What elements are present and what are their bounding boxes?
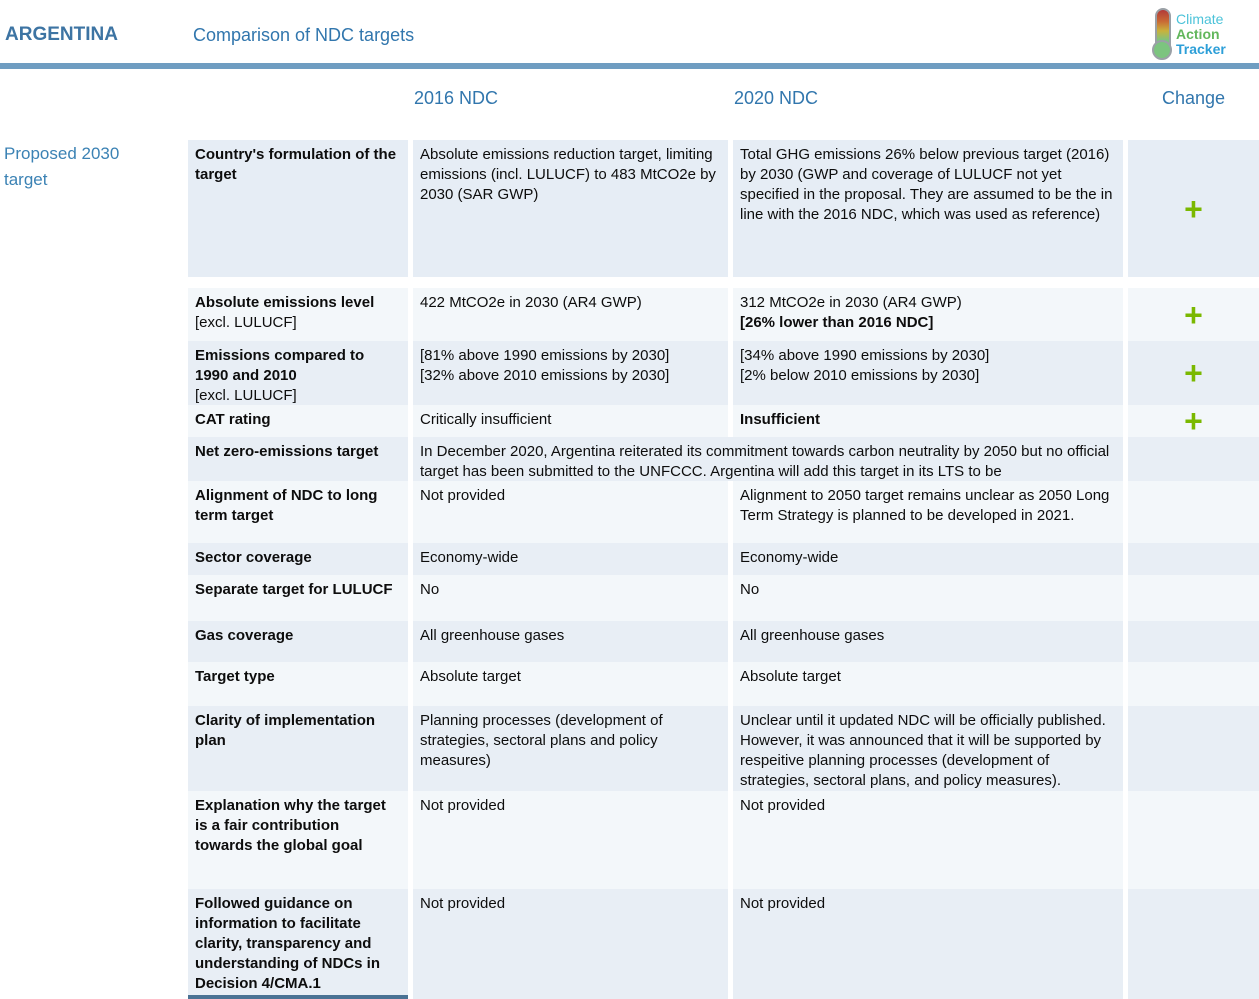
row-label-note: [excl. LULUCF] [195,387,297,404]
table-row-emissions-compared [188,341,1259,405]
cell-2020: Total GHG emissions 26% below previous target (2016) by 2030 (GWP and coverage of LULUCF not yet specified in the proposal. They are assumed to be the in line with the 2016 NDC, which was used as reference) [733,140,1123,277]
cell-2020: Absolute target [733,662,1123,706]
row-label: Clarity of implementation plan [188,706,408,791]
header-divider [0,63,1259,69]
change-cell [1128,140,1259,277]
cell-span-both-ndc: In December 2020, Argentina reiterated its commitment towards carbon neutrality by 2050 but no official target has been submitted to the UNFCCC. Argentina will add this target in its LTS to be [413,437,1123,481]
column-header-2020-ndc: 2020 NDC [734,88,819,108]
change-cell [1128,288,1259,341]
row-label: Explanation why the target is a fair contribution towards the global goal [188,791,408,889]
row-label: Alignment of NDC to long term target [188,481,408,543]
cell-2016: Economy-wide [413,543,728,575]
table-row-target-type [188,662,1259,706]
row-label: Separate target for LULUCF [188,575,408,621]
cell-2020: Unclear until it updated NDC will be officially published. However, it was announced that it will be supported by respeitive planning processes (development of strategies, sectoral plans, and policy measures). [733,706,1123,791]
cell-2016: Absolute target [413,662,728,706]
change-cell [1128,791,1259,889]
logo-text-action: Action [1176,25,1220,42]
row-label: Sector coverage [188,543,408,575]
cell-2020: [34% above 1990 emissions by 2030] [2% below 2010 emissions by 2030] [733,341,1123,405]
table-row-net-zero-target [188,437,1259,481]
row-label: Gas coverage [188,621,408,662]
table-row-sector-coverage [188,543,1259,575]
logo-text-climate: Climate [1176,10,1224,27]
cell-2020: Insufficient [733,405,1123,437]
table-row-alignment-long-term [188,481,1259,543]
row-label: Emissions compared to 1990 and 2010 [excl. LULUCF] [188,341,408,405]
row-gap [188,277,1259,288]
plus-icon: + [1184,190,1203,227]
change-cell [1128,481,1259,543]
row-label: Target type [188,662,408,706]
change-cell [1128,341,1259,405]
plus-icon: + [1184,355,1203,391]
change-cell [1128,621,1259,662]
plus-icon: + [1184,296,1203,333]
cell-2016: All greenhouse gases [413,621,728,662]
country-title: ARGENTINA [5,24,118,45]
row-label: Net zero-emissions target [188,437,408,481]
section-label-proposed-2030-target: Proposed 2030 target [4,144,120,189]
change-cell [1128,575,1259,621]
cell-2020: All greenhouse gases [733,621,1123,662]
cell-2020: 312 MtCO2e in 2030 (AR4 GWP) [26% lower than 2016 NDC] [733,288,1123,341]
cell-2016: Not provided [413,481,728,543]
cell-2016: 422 MtCO2e in 2030 (AR4 GWP) [413,288,728,341]
cell-2020: Economy-wide [733,543,1123,575]
change-cell [1128,889,1259,999]
cell-2016: No [413,575,728,621]
table-row-formulation [188,140,1259,277]
change-cell [1128,543,1259,575]
change-cell [1128,437,1259,481]
table-row-absolute-emissions [188,288,1259,341]
cell-2020-bold-line: [26% lower than 2016 NDC] [740,314,934,331]
row-label: CAT rating [188,405,408,437]
row-label: Country's formulation of the target [188,140,408,277]
column-header-change: Change [1161,88,1226,108]
table-row-cat-rating [188,405,1259,437]
table-row-followed-guidance [188,889,1259,999]
cell-2016: Not provided [413,791,728,889]
cell-2020: Not provided [733,791,1123,889]
row-label: Absolute emissions level [excl. LULUCF] [188,288,408,341]
row-label: Followed guidance on information to facilitate clarity, transparency and understanding of NDCs in Decision 4/CMA.1 [188,889,408,999]
cat-logo [1152,8,1226,60]
column-header-2016-ndc: 2016 NDC [414,88,499,108]
table-row-separate-lulucf [188,575,1259,621]
table-row-implementation-plan [188,706,1259,791]
row-label-note: [excl. LULUCF] [195,314,297,331]
comparison-table [188,140,1259,999]
cell-2016: Absolute emissions reduction target, limiting emissions (incl. LULUCF) to 483 MtCO2e by 2030 (SAR GWP) [413,140,728,277]
logo-text-tracker: Tracker [1176,40,1226,57]
cell-2016: Planning processes (development of strategies, sectoral plans and policy measures) [413,706,728,791]
cell-2020: Not provided [733,889,1123,999]
cell-2016: Critically insufficient [413,405,728,437]
change-cell [1128,706,1259,791]
page-title: Comparison of NDC targets [193,25,415,45]
plus-icon: + [1184,405,1203,437]
change-cell [1128,405,1259,437]
cell-2016: [81% above 1990 emissions by 2030] [32% above 2010 emissions by 2030] [413,341,728,405]
cell-2020: Alignment to 2050 target remains unclear as 2050 Long Term Strategy is planned to be developed in 2021. [733,481,1123,543]
next-section-top-edge [188,995,408,999]
change-cell [1128,662,1259,706]
table-row-gas-coverage [188,621,1259,662]
cell-2016: Not provided [413,889,728,999]
cell-2020: No [733,575,1123,621]
table-row-fair-contribution [188,791,1259,889]
thermometer-icon [1152,8,1170,60]
